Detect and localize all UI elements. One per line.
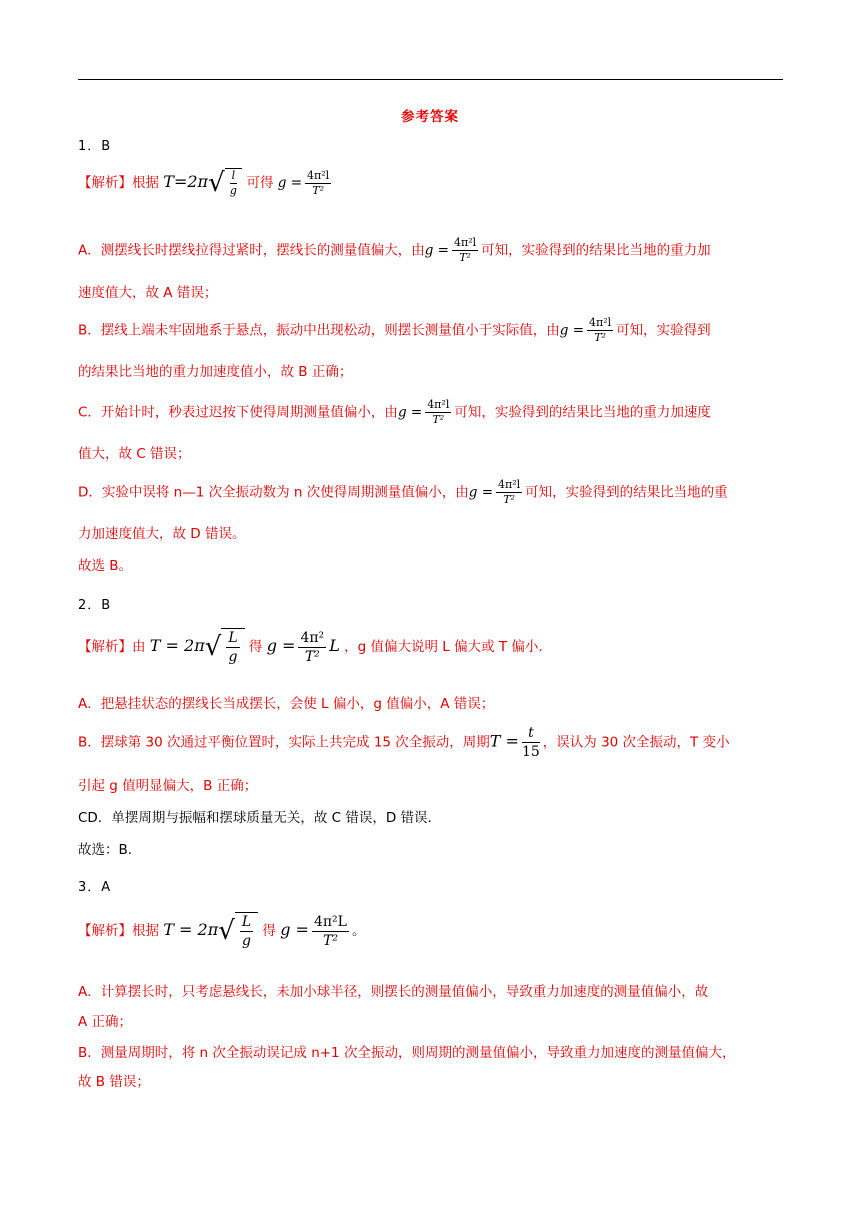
- q1-d-text1: D．实验中误将 n—1 次全振动数为 n 次使得周期测量值偏小，由: [78, 484, 469, 501]
- q2-option-cd: CD．单摆周期与振幅和摆球质量无关，故 C 错误，D 错误.: [78, 810, 432, 826]
- q3-formula-t: T = 2π: [163, 920, 219, 939]
- q2-option-a: A．把悬挂状态的摆线长当成摆长，会使 L 偏小，g 值偏小，A 错误；: [78, 696, 495, 712]
- q1-option-b: B．摆线上端未牢固地系于悬点，振动中出现松动，则摆长测量值小于实际值，由g = $\frac{\text{4π²l}}{\text{T²}}$ 可知，实验得到: [78, 316, 711, 344]
- q1-analysis: [78, 168, 784, 198]
- q1-a-text1: A．测摆线长时摆线拉得过紧时，摆线长的测量值偏大，由: [78, 242, 425, 259]
- q3-sqrt: √ $\frac{L}{g}$: [218, 912, 258, 950]
- q1-frac-den: T²: [312, 183, 324, 197]
- q1-frac: [305, 169, 331, 198]
- q2-sqrt: √ $\frac{L}{g}$: [205, 628, 245, 666]
- q2-frac: [298, 629, 326, 666]
- q2-answer: 2．B: [78, 598, 112, 613]
- q1-conclusion: 故选 B。: [78, 558, 133, 574]
- q2-b-num: t: [522, 724, 540, 743]
- q2-frac-num: 4π²: [300, 629, 325, 646]
- q1-d-line2: 力加速度值大，故 D 错误。: [78, 526, 246, 542]
- q3-analysis-head: 【解析】根据: [78, 923, 159, 939]
- q1-c-text2: 可知，实验得到的结果比当地的重力加速度: [454, 404, 711, 421]
- q2-b-den: 15: [521, 744, 540, 760]
- q3-sqrt-num: L: [241, 914, 252, 930]
- q1-c-text1: C．开始计时，秒表过迟按下使得周期测量值偏小，由: [78, 404, 398, 421]
- q1-d-text2: 可知，实验得到的结果比当地的重: [525, 484, 728, 501]
- q2-b-t: T =: [489, 731, 519, 751]
- q2-g-eq: g =: [266, 636, 296, 655]
- q2-b-line2: 引起 g 值明显偏大，B 正确；: [78, 778, 258, 794]
- q1-kede: 可得: [246, 175, 274, 191]
- q1-b-line2: 的结果比当地的重力加速度值小，故 B 正确；: [78, 364, 353, 380]
- q3-frac-num: 4π²L: [313, 913, 347, 930]
- q1-b-text2: 可知，实验得到: [616, 322, 711, 339]
- q3-analysis: [78, 912, 784, 950]
- q2-sqrt-num: L: [228, 630, 238, 646]
- q1-g-eq: g =: [277, 175, 303, 191]
- q1-analysis-head: 【解析】根据: [78, 175, 159, 191]
- q1-d-frac-den: T²: [503, 493, 515, 506]
- q1-sqrt-den: g: [229, 184, 237, 197]
- page-title: 参考答案: [401, 109, 459, 125]
- q3-g-eq: g =: [280, 920, 309, 939]
- q3-a-line2: A 正确；: [78, 1014, 133, 1030]
- q3-end: 。: [351, 923, 366, 939]
- q1-b-frac-den: T²: [594, 331, 606, 344]
- q3-b-line2: 故 B 错误；: [78, 1074, 150, 1090]
- q2-de: 得: [248, 639, 263, 655]
- q1-a-text2: 可知，实验得到的结果比当地的重力加: [481, 242, 711, 259]
- q1-sqrt-num: l: [231, 169, 236, 182]
- q3-answer: 3．A: [78, 880, 112, 895]
- q1-answer: 1．B: [78, 139, 112, 154]
- q1-frac-num: 4π²l: [307, 168, 330, 182]
- q2-analysis-head: 【解析】由: [78, 639, 146, 655]
- q2-conclusion: 故选：B.: [78, 842, 133, 858]
- q2-l: L: [329, 636, 340, 655]
- q1-sqrt: √ $\frac{l}{g}$: [208, 168, 242, 198]
- q3-option-a: A．计算摆长时，只考虑悬线长，未加小球半径，则摆长的测量值偏小，导致重力加速度的测量值偏小，故: [78, 984, 709, 1000]
- q2-frac-den: T²: [304, 648, 320, 665]
- q1-c-frac-den: T²: [432, 413, 445, 426]
- q2-b-text2: ，误认为 30 次全振动，T 变小: [542, 734, 730, 751]
- header-rule: [78, 79, 783, 80]
- q3-option-b: B．测量周期时，将 n 次全振动误记成 n+1 次全振动，则周期的测量值偏小，导致重力加速度的测量值偏大，: [78, 1045, 736, 1061]
- q1-option-a: A．测摆线长时摆线拉得过紧时，摆线长的测量值偏大，由g = $\frac{\text{4π²l}}{\text{T²}}$ 可知，实验得到的结果比当地的重力加: [78, 236, 711, 264]
- q3-sqrt-den: g: [241, 933, 251, 949]
- q1-a-frac-den: T²: [459, 251, 471, 264]
- q1-a-frac-num: 4π²l: [453, 236, 477, 249]
- q1-c-frac-num: 4π²l: [427, 398, 450, 411]
- q1-formula-t: T=2π: [163, 172, 209, 191]
- q1-d-frac-num: 4π²l: [498, 478, 521, 491]
- q2-analysis: [78, 628, 784, 666]
- q2-b-text1: B．摆球第 30 次通过平衡位置时，实际上共完成 15 次全振动，周期: [78, 734, 490, 751]
- q2-formula-t: T = 2π: [149, 636, 205, 655]
- q2-option-b: [78, 724, 784, 761]
- q1-a-line2: 速度值大，故 A 错误；: [78, 285, 218, 301]
- q1-c-line2: 值大，故 C 错误；: [78, 446, 191, 462]
- q1-option-d: D．实验中误将 n—1 次全振动数为 n 次使得周期测量值偏小，由g = $\frac{\text{4π²l}}{\text{T²}}$ 可知，实验得到的结果比当地的重: [78, 478, 728, 506]
- q2-tail: ，g 值偏大说明 L 偏大或 T 偏小.: [344, 639, 543, 655]
- q1-option-c: C．开始计时，秒表过迟按下使得周期测量值偏小，由g = $\frac{\text{4π²l}}{\text{T²}}$ 可知，实验得到的结果比当地的重力加速度: [78, 398, 711, 426]
- q2-sqrt-den: g: [228, 649, 238, 665]
- q1-b-frac-num: 4π²l: [589, 316, 612, 329]
- q1-b-text1: B．摆线上端未牢固地系于悬点，振动中出现松动，则摆长测量值小于实际值，由: [78, 322, 560, 339]
- q3-frac-den: T²: [322, 932, 338, 949]
- q3-frac: [312, 913, 349, 950]
- q3-de: 得: [262, 923, 276, 939]
